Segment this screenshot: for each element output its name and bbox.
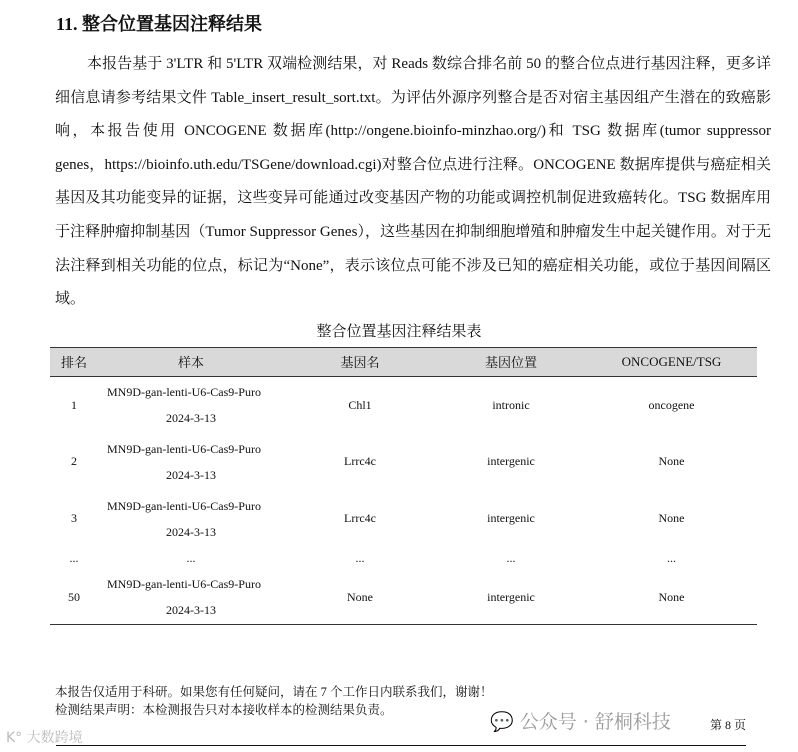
rank-cell	[50, 490, 98, 547]
type-cell	[586, 570, 757, 625]
sample-cell	[98, 433, 284, 490]
sample-cell	[98, 376, 284, 433]
table-header-row	[50, 347, 757, 376]
rank-cell	[50, 433, 98, 490]
cell-rank: 1	[71, 397, 77, 412]
location-cell	[436, 376, 586, 433]
table-row	[50, 570, 757, 625]
col-rank: 排名	[50, 347, 98, 376]
cell-sample: MN9D-gan-lenti-U6-Cas9-Puro	[107, 577, 261, 592]
footer-disclaimer: 检测结果声明：本检测报告只对本接收样本的检测结果负责。	[55, 703, 393, 717]
cell-gene: Lrrc4c	[344, 454, 376, 469]
gene-cell	[284, 547, 436, 570]
cell-sample: ...	[186, 551, 196, 566]
cell-date: 2024-3-13	[166, 603, 216, 618]
wechat-watermark	[490, 707, 671, 734]
table-row	[50, 547, 757, 570]
cell-type: oncogene	[648, 397, 695, 412]
cell-gene: None	[347, 589, 373, 604]
table-row	[50, 433, 757, 490]
table-row	[50, 376, 757, 433]
gene-cell	[284, 490, 436, 547]
type-cell	[586, 490, 757, 547]
corner-watermark	[6, 727, 83, 747]
type-cell	[586, 433, 757, 490]
sample-cell	[98, 490, 284, 547]
cell-gene: Lrrc4c	[344, 511, 376, 526]
col-sample: 样本	[98, 347, 284, 376]
location-cell	[436, 433, 586, 490]
type-cell	[586, 547, 757, 570]
cell-date: 2024-3-13	[166, 524, 216, 539]
logo-icon: K°	[6, 730, 23, 746]
cell-location: ...	[506, 551, 516, 566]
location-cell	[436, 490, 586, 547]
cell-sample: MN9D-gan-lenti-U6-Cas9-Puro	[107, 498, 261, 513]
cell-gene: Chl1	[348, 397, 372, 412]
cell-location: intergenic	[487, 454, 535, 469]
rank-cell	[50, 570, 98, 625]
gene-cell	[284, 570, 436, 625]
cell-type: ...	[667, 551, 676, 566]
cell-location: intergenic	[487, 589, 535, 604]
cell-date: 2024-3-13	[166, 411, 216, 425]
cell-type: None	[658, 589, 685, 604]
cell-rank: ...	[69, 551, 79, 566]
cell-rank: 3	[71, 511, 77, 526]
cell-location: intronic	[492, 397, 530, 412]
wechat-icon: 💬	[490, 711, 514, 733]
type-cell	[586, 376, 757, 433]
table-caption: 整合位置基因注释结果表	[316, 323, 482, 340]
cell-type: None	[658, 454, 685, 469]
cell-date: 2024-3-13	[166, 467, 216, 482]
cell-location: intergenic	[487, 511, 535, 526]
footer-note: 本报告仅适用于科研。如果您有任何疑问，请在 7 个工作日内联系我们，谢谢！	[55, 685, 493, 699]
col-location: 基因位置	[436, 347, 586, 376]
cell-rank: 50	[68, 589, 80, 604]
location-cell	[436, 570, 586, 625]
footer-rule	[56, 745, 746, 746]
col-oncogene-tsg: ONCOGENE/TSG	[586, 347, 757, 376]
rank-cell	[50, 547, 98, 570]
gene-cell	[284, 433, 436, 490]
rank-cell	[50, 376, 98, 433]
cell-gene: ...	[355, 551, 365, 566]
col-gene: 基因名	[284, 347, 436, 376]
cell-rank: 2	[71, 454, 77, 469]
corner-watermark-text: 大数跨境	[26, 730, 83, 746]
cell-sample: MN9D-gan-lenti-U6-Cas9-Puro	[107, 385, 261, 399]
sample-cell	[98, 570, 284, 625]
annotation-table	[50, 347, 757, 626]
sample-cell	[98, 547, 284, 570]
section-heading: 11. 整合位置基因注释结果	[56, 14, 263, 34]
table-row	[50, 490, 757, 547]
cell-sample: MN9D-gan-lenti-U6-Cas9-Puro	[107, 441, 261, 456]
wechat-watermark-text: 公众号 · 舒桐科技	[519, 711, 671, 733]
gene-cell	[284, 376, 436, 433]
cell-type: None	[658, 511, 685, 526]
report-content	[0, 12, 798, 625]
page-number: 第 8 页	[710, 718, 747, 732]
body-paragraph: 本报告基于 3'LTR 和 5'LTR 双端检测结果，对 Reads 数综合排名前 50 的整合位点进行基因注释，更多详细信息请参考结果文件 Table_insert_result_sort.txt。为评估外源序列整合是否对宿主基因组产生潜在的致癌影响，本报告使用 ONCOGENE 数据库(http://ongene.bioinfo-minzhao.org/)和 TSG 数据库(tumor suppressor genes，https://bioinfo.uth.edu/TSGene/download.cgi)对整合位点进行注释。ONCOGENE 数据库提供与癌症相关基因及其功能变异的证据，这些变异可能通过改变基因产物的功能或调控机制促进致癌转化。TSG 数据库用于注释肿瘤抑制基因（Tumor Suppressor Genes），这些基因在抑制细胞增殖和肿瘤发生中起关键作用。对于无法注释到相关功能的位点，标记为“None”，表示该位点可能不涉及已知的癌症相关功能，或位于基因间隔区域。	[55, 56, 771, 308]
location-cell	[436, 547, 586, 570]
